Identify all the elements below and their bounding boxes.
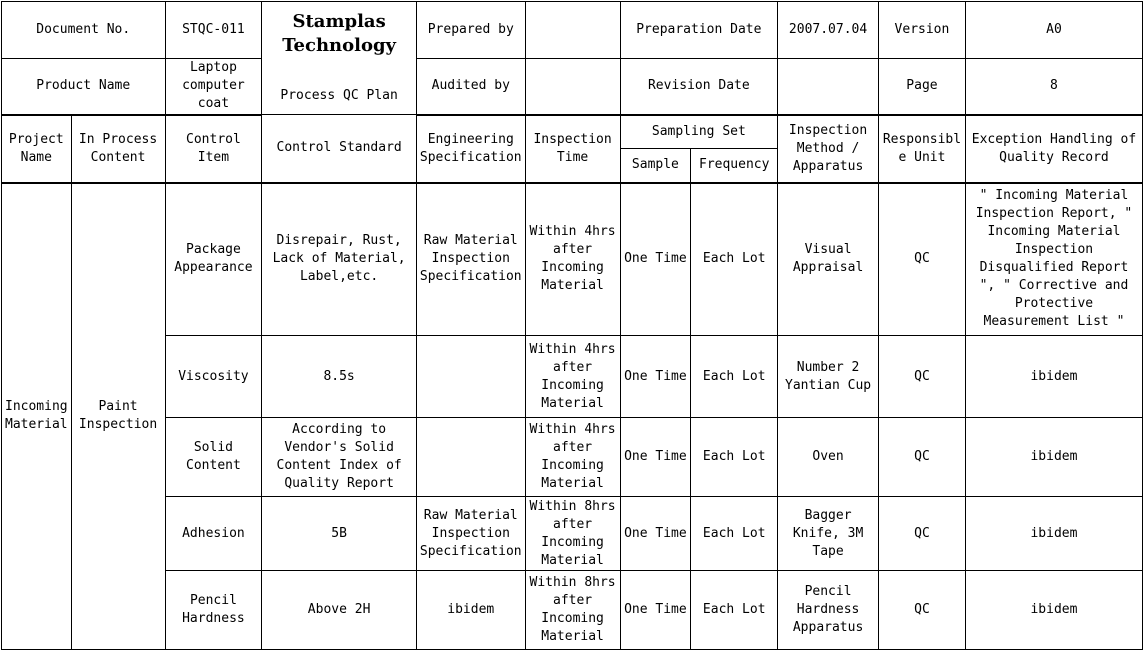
prepared-by-value (525, 2, 620, 59)
revision-date-value (778, 59, 879, 115)
sample-cell: One Time (620, 336, 691, 418)
inspection-method-cell: Pencil Hardness Apparatus (778, 571, 879, 650)
responsible-unit-cell: QC (878, 571, 965, 650)
control-standard-cell: Disrepair, Rust, Lack of Material, Label,etc. (262, 183, 417, 336)
col-control-standard: Control Standard (262, 115, 417, 183)
control-standard-cell: 8.5s (262, 336, 417, 418)
header-row-2 (2, 59, 1143, 115)
version-label: Version (878, 2, 965, 59)
inspection-time-cell: Within 4hrs after Incoming Material (525, 183, 620, 336)
audited-by-value (525, 59, 620, 115)
page-value: 8 (965, 59, 1142, 115)
sample-cell: One Time (620, 183, 691, 336)
product-name-value: Laptop computer coat (165, 59, 262, 115)
exception-handling-cell: ibidem (965, 571, 1142, 650)
exception-handling-cell: ibidem (965, 497, 1142, 571)
plan-title: Process QC Plan (280, 88, 398, 103)
revision-date-label: Revision Date (620, 59, 778, 115)
col-exception-handling: Exception Handling of Quality Record (965, 115, 1142, 183)
responsible-unit-cell: QC (878, 183, 965, 336)
responsible-unit-cell: QC (878, 418, 965, 497)
engineering-spec-cell: Raw Material Inspection Specification (416, 183, 525, 336)
table-row (2, 183, 1143, 336)
engineering-spec-cell: ibidem (416, 571, 525, 650)
col-sampling-set: Sampling Set (620, 115, 778, 149)
control-item-cell: Solid Content (165, 418, 262, 497)
document-no-label: Document No. (2, 2, 166, 59)
document-no-value: STQC-011 (165, 2, 262, 59)
prepared-by-label: Prepared by (416, 2, 525, 59)
col-inspection-time: Inspection Time (525, 115, 620, 183)
inspection-method-cell: Visual Appraisal (778, 183, 879, 336)
preparation-date-label: Preparation Date (620, 2, 778, 59)
column-header-row-1 (2, 115, 1143, 149)
frequency-cell: Each Lot (691, 571, 778, 650)
in-process-content-cell: Paint Inspection (71, 183, 165, 650)
engineering-spec-cell: Raw Material Inspection Specification (416, 497, 525, 571)
sample-cell: One Time (620, 497, 691, 571)
table-row (2, 571, 1143, 650)
project-name-cell: Incoming Material (2, 183, 72, 650)
control-item-cell: Package Appearance (165, 183, 262, 336)
col-in-process-content: In Process Content (71, 115, 165, 183)
frequency-cell: Each Lot (691, 336, 778, 418)
col-frequency: Frequency (691, 149, 778, 183)
control-item-cell: Adhesion (165, 497, 262, 571)
control-standard-cell: 5B (262, 497, 417, 571)
inspection-time-cell: Within 8hrs after Incoming Material (525, 497, 620, 571)
exception-handling-cell: ibidem (965, 418, 1142, 497)
responsible-unit-cell: QC (878, 497, 965, 571)
qc-plan-table (1, 1, 1143, 650)
table-row (2, 336, 1143, 418)
sample-cell: One Time (620, 418, 691, 497)
exception-handling-cell: " Incoming Material Inspection Report, " Incoming Material Inspection Disqualified Report ", " Corrective and Protective Measurement List " (965, 183, 1142, 336)
engineering-spec-cell (416, 336, 525, 418)
exception-handling-cell: ibidem (965, 336, 1142, 418)
preparation-date-value: 2007.07.04 (778, 2, 879, 59)
control-item-cell: Pencil Hardness (165, 571, 262, 650)
frequency-cell: Each Lot (691, 418, 778, 497)
frequency-cell: Each Lot (691, 183, 778, 336)
sample-cell: One Time (620, 571, 691, 650)
col-sample: Sample (620, 149, 691, 183)
company-name: Stamplas Technology (282, 11, 397, 56)
col-engineering-spec: Engineering Specification (416, 115, 525, 183)
audited-by-label: Audited by (416, 59, 525, 115)
engineering-spec-cell (416, 418, 525, 497)
inspection-time-cell: Within 4hrs after Incoming Material (525, 418, 620, 497)
company-title (262, 2, 417, 115)
col-control-item: Control Item (165, 115, 262, 183)
control-standard-cell: According to Vendor's Solid Content Index of Quality Report (262, 418, 417, 497)
inspection-method-cell: Oven (778, 418, 879, 497)
frequency-cell: Each Lot (691, 497, 778, 571)
inspection-time-cell: Within 8hrs after Incoming Material (525, 571, 620, 650)
control-standard-cell: Above 2H (262, 571, 417, 650)
header-row-1 (2, 2, 1143, 59)
table-row (2, 497, 1143, 571)
control-item-cell: Viscosity (165, 336, 262, 418)
col-responsible-unit: Responsibl e Unit (878, 115, 965, 183)
col-inspection-method: Inspection Method / Apparatus (778, 115, 879, 183)
version-value: A0 (965, 2, 1142, 59)
table-row (2, 418, 1143, 497)
inspection-method-cell: Number 2 Yantian Cup (778, 336, 879, 418)
page-label: Page (878, 59, 965, 115)
responsible-unit-cell: QC (878, 336, 965, 418)
inspection-time-cell: Within 4hrs after Incoming Material (525, 336, 620, 418)
product-name-label: Product Name (2, 59, 166, 115)
col-project-name: Project Name (2, 115, 72, 183)
inspection-method-cell: Bagger Knife, 3M Tape (778, 497, 879, 571)
